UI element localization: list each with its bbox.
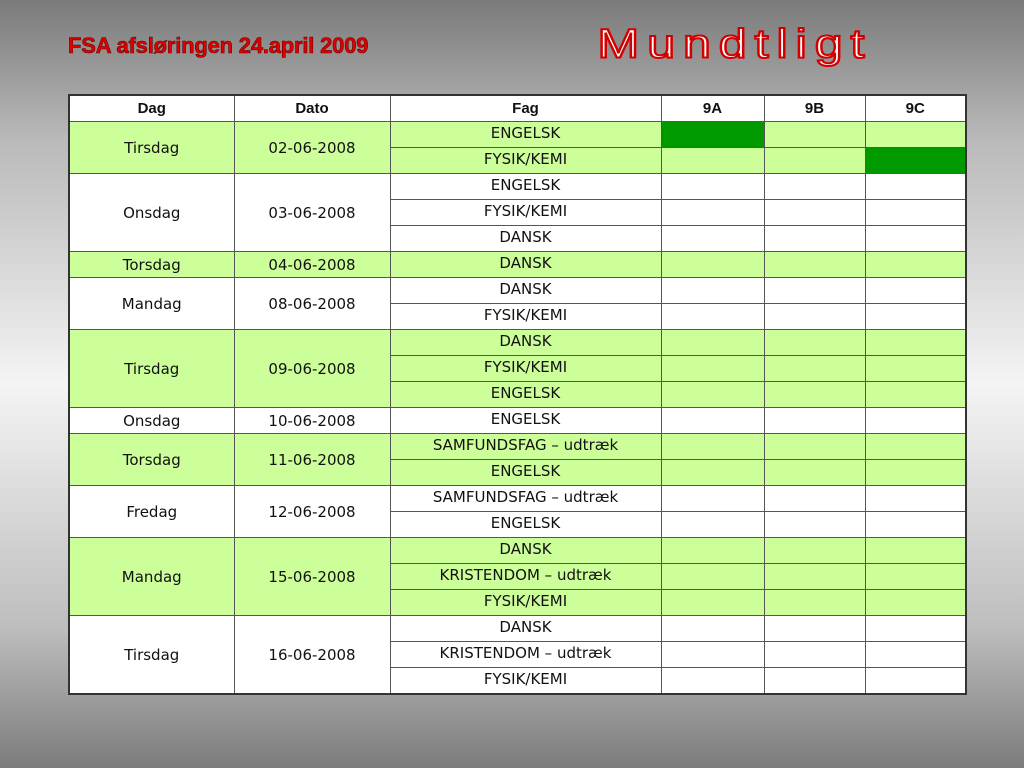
cell-class-9b: [764, 590, 865, 616]
cell-class-9a: [661, 434, 764, 460]
cell-class-9c: [865, 278, 966, 304]
cell-date: 04-06-2008: [234, 252, 390, 278]
cell-day: Tirsdag: [69, 616, 234, 695]
cell-class-9a: [661, 512, 764, 538]
cell-date: 02-06-2008: [234, 122, 390, 174]
cell-subject: ENGELSK: [390, 460, 661, 486]
cell-class-9a: [661, 174, 764, 200]
cell-class-9b: [764, 512, 865, 538]
cell-date: 03-06-2008: [234, 174, 390, 252]
cell-day: Onsdag: [69, 408, 234, 434]
cell-class-9c: [865, 668, 966, 695]
table-row: [69, 486, 966, 512]
cell-class-9a: [661, 538, 764, 564]
cell-class-9b: [764, 460, 865, 486]
cell-subject: ENGELSK: [390, 174, 661, 200]
cell-subject: FYSIK/KEMI: [390, 356, 661, 382]
cell-day: Tirsdag: [69, 122, 234, 174]
cell-class-9a: [661, 356, 764, 382]
cell-class-9c: [865, 460, 966, 486]
cell-day: Mandag: [69, 538, 234, 616]
cell-date: 16-06-2008: [234, 616, 390, 695]
cell-subject: DANSK: [390, 330, 661, 356]
cell-class-9b: [764, 538, 865, 564]
cell-class-9a: [661, 148, 764, 174]
cell-subject: DANSK: [390, 278, 661, 304]
cell-class-9b: [764, 122, 865, 148]
cell-class-9a: [661, 616, 764, 642]
cell-class-9c: [865, 434, 966, 460]
cell-class-9c: [865, 252, 966, 278]
cell-class-9b: [764, 616, 865, 642]
table-body: [69, 122, 966, 695]
cell-date: 15-06-2008: [234, 538, 390, 616]
cell-class-9a: [661, 564, 764, 590]
cell-day: Onsdag: [69, 174, 234, 252]
table-row: [69, 122, 966, 148]
table-row: [69, 252, 966, 278]
cell-class-9c: [865, 590, 966, 616]
cell-class-9b: [764, 642, 865, 668]
cell-subject: SAMFUNDSFAG – udtræk: [390, 434, 661, 460]
cell-class-9c: [865, 122, 966, 148]
column-header-9b: 9B: [764, 95, 865, 122]
cell-day: Mandag: [69, 278, 234, 330]
cell-date: 11-06-2008: [234, 434, 390, 486]
table-row: [69, 538, 966, 564]
cell-class-9b: [764, 564, 865, 590]
table-header-row: [69, 95, 966, 122]
cell-day: Tirsdag: [69, 330, 234, 408]
cell-subject: DANSK: [390, 226, 661, 252]
cell-class-9c: [865, 330, 966, 356]
cell-class-9b: [764, 356, 865, 382]
cell-date: 08-06-2008: [234, 278, 390, 330]
cell-class-9c: [865, 642, 966, 668]
table-row: [69, 174, 966, 200]
table-row: [69, 408, 966, 434]
cell-day: Torsdag: [69, 252, 234, 278]
column-header-dato: Dato: [234, 95, 390, 122]
cell-subject: ENGELSK: [390, 382, 661, 408]
cell-class-9b: [764, 200, 865, 226]
cell-class-9a: [661, 382, 764, 408]
cell-subject: DANSK: [390, 538, 661, 564]
cell-class-9c: [865, 226, 966, 252]
cell-date: 10-06-2008: [234, 408, 390, 434]
cell-class-9a: [661, 460, 764, 486]
cell-class-9c: [865, 200, 966, 226]
cell-subject: FYSIK/KEMI: [390, 590, 661, 616]
column-header-dag: Dag: [69, 95, 234, 122]
cell-class-9a: [661, 200, 764, 226]
cell-class-9c: [865, 382, 966, 408]
cell-class-9c: [865, 512, 966, 538]
column-header-fag: Fag: [390, 95, 661, 122]
section-title-wordart: [500, 5, 970, 85]
cell-class-9c: [865, 356, 966, 382]
cell-class-9c: [865, 616, 966, 642]
cell-class-9c: [865, 148, 966, 174]
cell-class-9b: [764, 226, 865, 252]
cell-subject: FYSIK/KEMI: [390, 200, 661, 226]
cell-class-9b: [764, 330, 865, 356]
cell-date: 09-06-2008: [234, 330, 390, 408]
cell-class-9c: [865, 408, 966, 434]
cell-subject: DANSK: [390, 252, 661, 278]
cell-class-9a: [661, 226, 764, 252]
cell-class-9c: [865, 564, 966, 590]
cell-subject: FYSIK/KEMI: [390, 148, 661, 174]
cell-class-9b: [764, 434, 865, 460]
cell-class-9b: [764, 148, 865, 174]
cell-class-9c: [865, 538, 966, 564]
cell-class-9b: [764, 486, 865, 512]
cell-class-9b: [764, 408, 865, 434]
exam-schedule-table: [68, 94, 967, 695]
cell-class-9b: [764, 252, 865, 278]
cell-date: 12-06-2008: [234, 486, 390, 538]
cell-class-9a: [661, 486, 764, 512]
cell-class-9b: [764, 174, 865, 200]
cell-class-9c: [865, 486, 966, 512]
cell-subject: KRISTENDOM – udtræk: [390, 564, 661, 590]
cell-subject: ENGELSK: [390, 512, 661, 538]
cell-subject: FYSIK/KEMI: [390, 668, 661, 695]
cell-subject: ENGELSK: [390, 122, 661, 148]
cell-class-9b: [764, 668, 865, 695]
table-row: [69, 330, 966, 356]
cell-subject: KRISTENDOM – udtræk: [390, 642, 661, 668]
cell-class-9b: [764, 382, 865, 408]
cell-class-9b: [764, 278, 865, 304]
cell-class-9b: [764, 304, 865, 330]
cell-subject: FYSIK/KEMI: [390, 304, 661, 330]
cell-subject: SAMFUNDSFAG – udtræk: [390, 486, 661, 512]
cell-subject: DANSK: [390, 616, 661, 642]
cell-class-9c: [865, 174, 966, 200]
column-header-9a: 9A: [661, 95, 764, 122]
cell-class-9a: [661, 252, 764, 278]
cell-class-9a: [661, 590, 764, 616]
column-header-9c: 9C: [865, 95, 966, 122]
cell-class-9a: [661, 668, 764, 695]
table-row: [69, 278, 966, 304]
section-title-text: Mundtligt: [597, 20, 873, 67]
table-row: [69, 434, 966, 460]
cell-day: Torsdag: [69, 434, 234, 486]
cell-subject: ENGELSK: [390, 408, 661, 434]
cell-class-9c: [865, 304, 966, 330]
cell-class-9a: [661, 408, 764, 434]
cell-class-9a: [661, 304, 764, 330]
cell-class-9a: [661, 278, 764, 304]
page-title: FSA afsløringen 24.april 2009: [68, 33, 369, 58]
cell-class-9a: [661, 642, 764, 668]
table-row: [69, 616, 966, 642]
cell-class-9a: [661, 122, 764, 148]
cell-day: Fredag: [69, 486, 234, 538]
cell-class-9a: [661, 330, 764, 356]
